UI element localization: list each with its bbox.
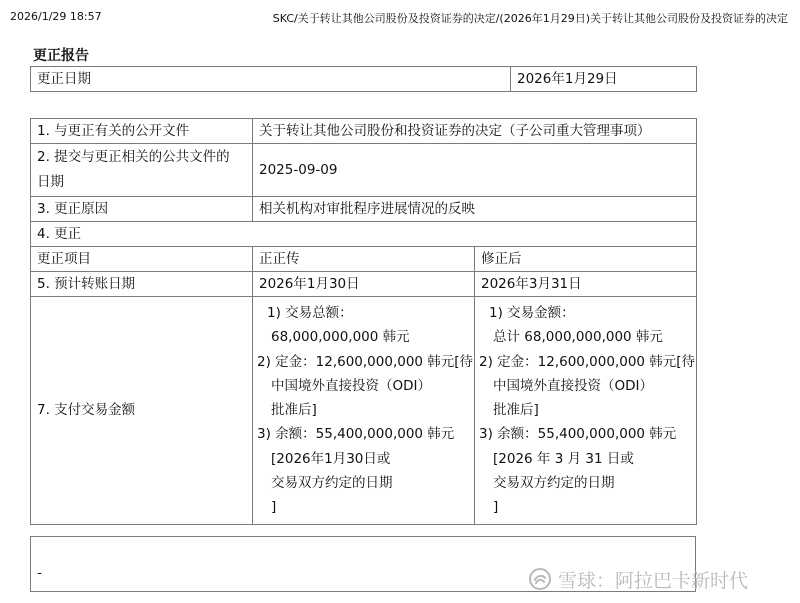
payment-amount-after: [475, 297, 697, 525]
amount-line: 交易双方约定的日期: [493, 475, 615, 492]
report-title: 更正报告: [33, 48, 89, 64]
submission-date-label-line2: 日期: [37, 174, 64, 190]
correction-details-table: [30, 118, 697, 525]
amount-line: 68,000,000,000 韩元: [271, 329, 410, 346]
payment-amount-label: 7. 支付交易金额: [31, 297, 253, 525]
correction-reason-label: 3. 更正原因: [31, 197, 253, 222]
snowball-logo-icon: [528, 567, 552, 591]
correction-date-table: [30, 66, 697, 92]
amount-line: [2026年1月30日或: [271, 450, 391, 467]
footer-note: -: [31, 537, 696, 592]
amount-line: 交易双方约定的日期: [271, 475, 393, 492]
related-document-value: 关于转让其他公司股份和投资证券的决定（子公司重大管理事项）: [253, 119, 697, 144]
related-document-label: 1. 与更正有关的公开文件: [31, 119, 253, 144]
amount-line: 1) 交易总额：: [267, 305, 353, 321]
submission-date-label: [31, 144, 253, 197]
table-row: [31, 297, 697, 525]
amount-line: 3) 余额：55,400,000,000 韩元: [479, 426, 677, 443]
header-item: 更正项目: [31, 247, 253, 272]
submission-date-label-line1: 2. 提交与更正相关的公共文件的: [37, 149, 230, 165]
correction-date-label: 更正日期: [31, 67, 511, 92]
amount-line: 总计 68,000,000,000 韩元: [493, 329, 663, 346]
amount-line: 2) 定金：12,600,000,000 韩元[待: [257, 353, 474, 370]
document-header-title: SKC/关于转让其他公司股份及投资证券的决定/(2026年1月29日)关于转让其他公司股份及投资证券的决定: [272, 12, 788, 25]
payment-amount-before: [253, 297, 475, 525]
print-timestamp: 2026/1/29 18:57: [10, 10, 102, 23]
submission-date-value: 2025-09-09: [253, 144, 697, 197]
table-row: [31, 119, 697, 144]
table-header-row: [31, 247, 697, 272]
transfer-date-after: 2026年3月31日: [475, 272, 697, 297]
amount-line: 2) 定金：12,600,000,000 韩元[待: [479, 353, 696, 370]
amount-line: 批准后]: [493, 402, 539, 419]
transfer-date-label: 5. 预计转账日期: [31, 272, 253, 297]
amount-line: 中国境外直接投资（ODI）: [271, 377, 432, 394]
table-row: [31, 272, 697, 297]
amount-line: 中国境外直接投资（ODI）: [493, 377, 654, 394]
amount-line: [2026 年 3 月 31 日或: [493, 450, 634, 467]
table-row: [31, 144, 697, 197]
amount-line: ]: [493, 499, 499, 516]
correction-date-value: 2026年1月29日: [511, 67, 697, 92]
amount-line: ]: [271, 499, 277, 516]
amount-line: 1) 交易金额：: [489, 305, 575, 321]
transfer-date-before: 2026年1月30日: [253, 272, 475, 297]
table-row: [31, 222, 697, 247]
table-row: [31, 197, 697, 222]
table-row: [31, 67, 697, 92]
watermark-text: 雪球：阿拉巴卡新时代: [558, 569, 749, 592]
correction-reason-value: 相关机构对审批程序进展情况的反映: [253, 197, 697, 222]
amount-line: 3) 余额：55,400,000,000 韩元: [257, 426, 455, 443]
correction-section-label: 4. 更正: [31, 222, 697, 247]
watermark: [528, 565, 748, 593]
header-before: 正正传: [253, 247, 475, 272]
header-after: 修正后: [475, 247, 697, 272]
amount-line: 批准后]: [271, 402, 317, 419]
